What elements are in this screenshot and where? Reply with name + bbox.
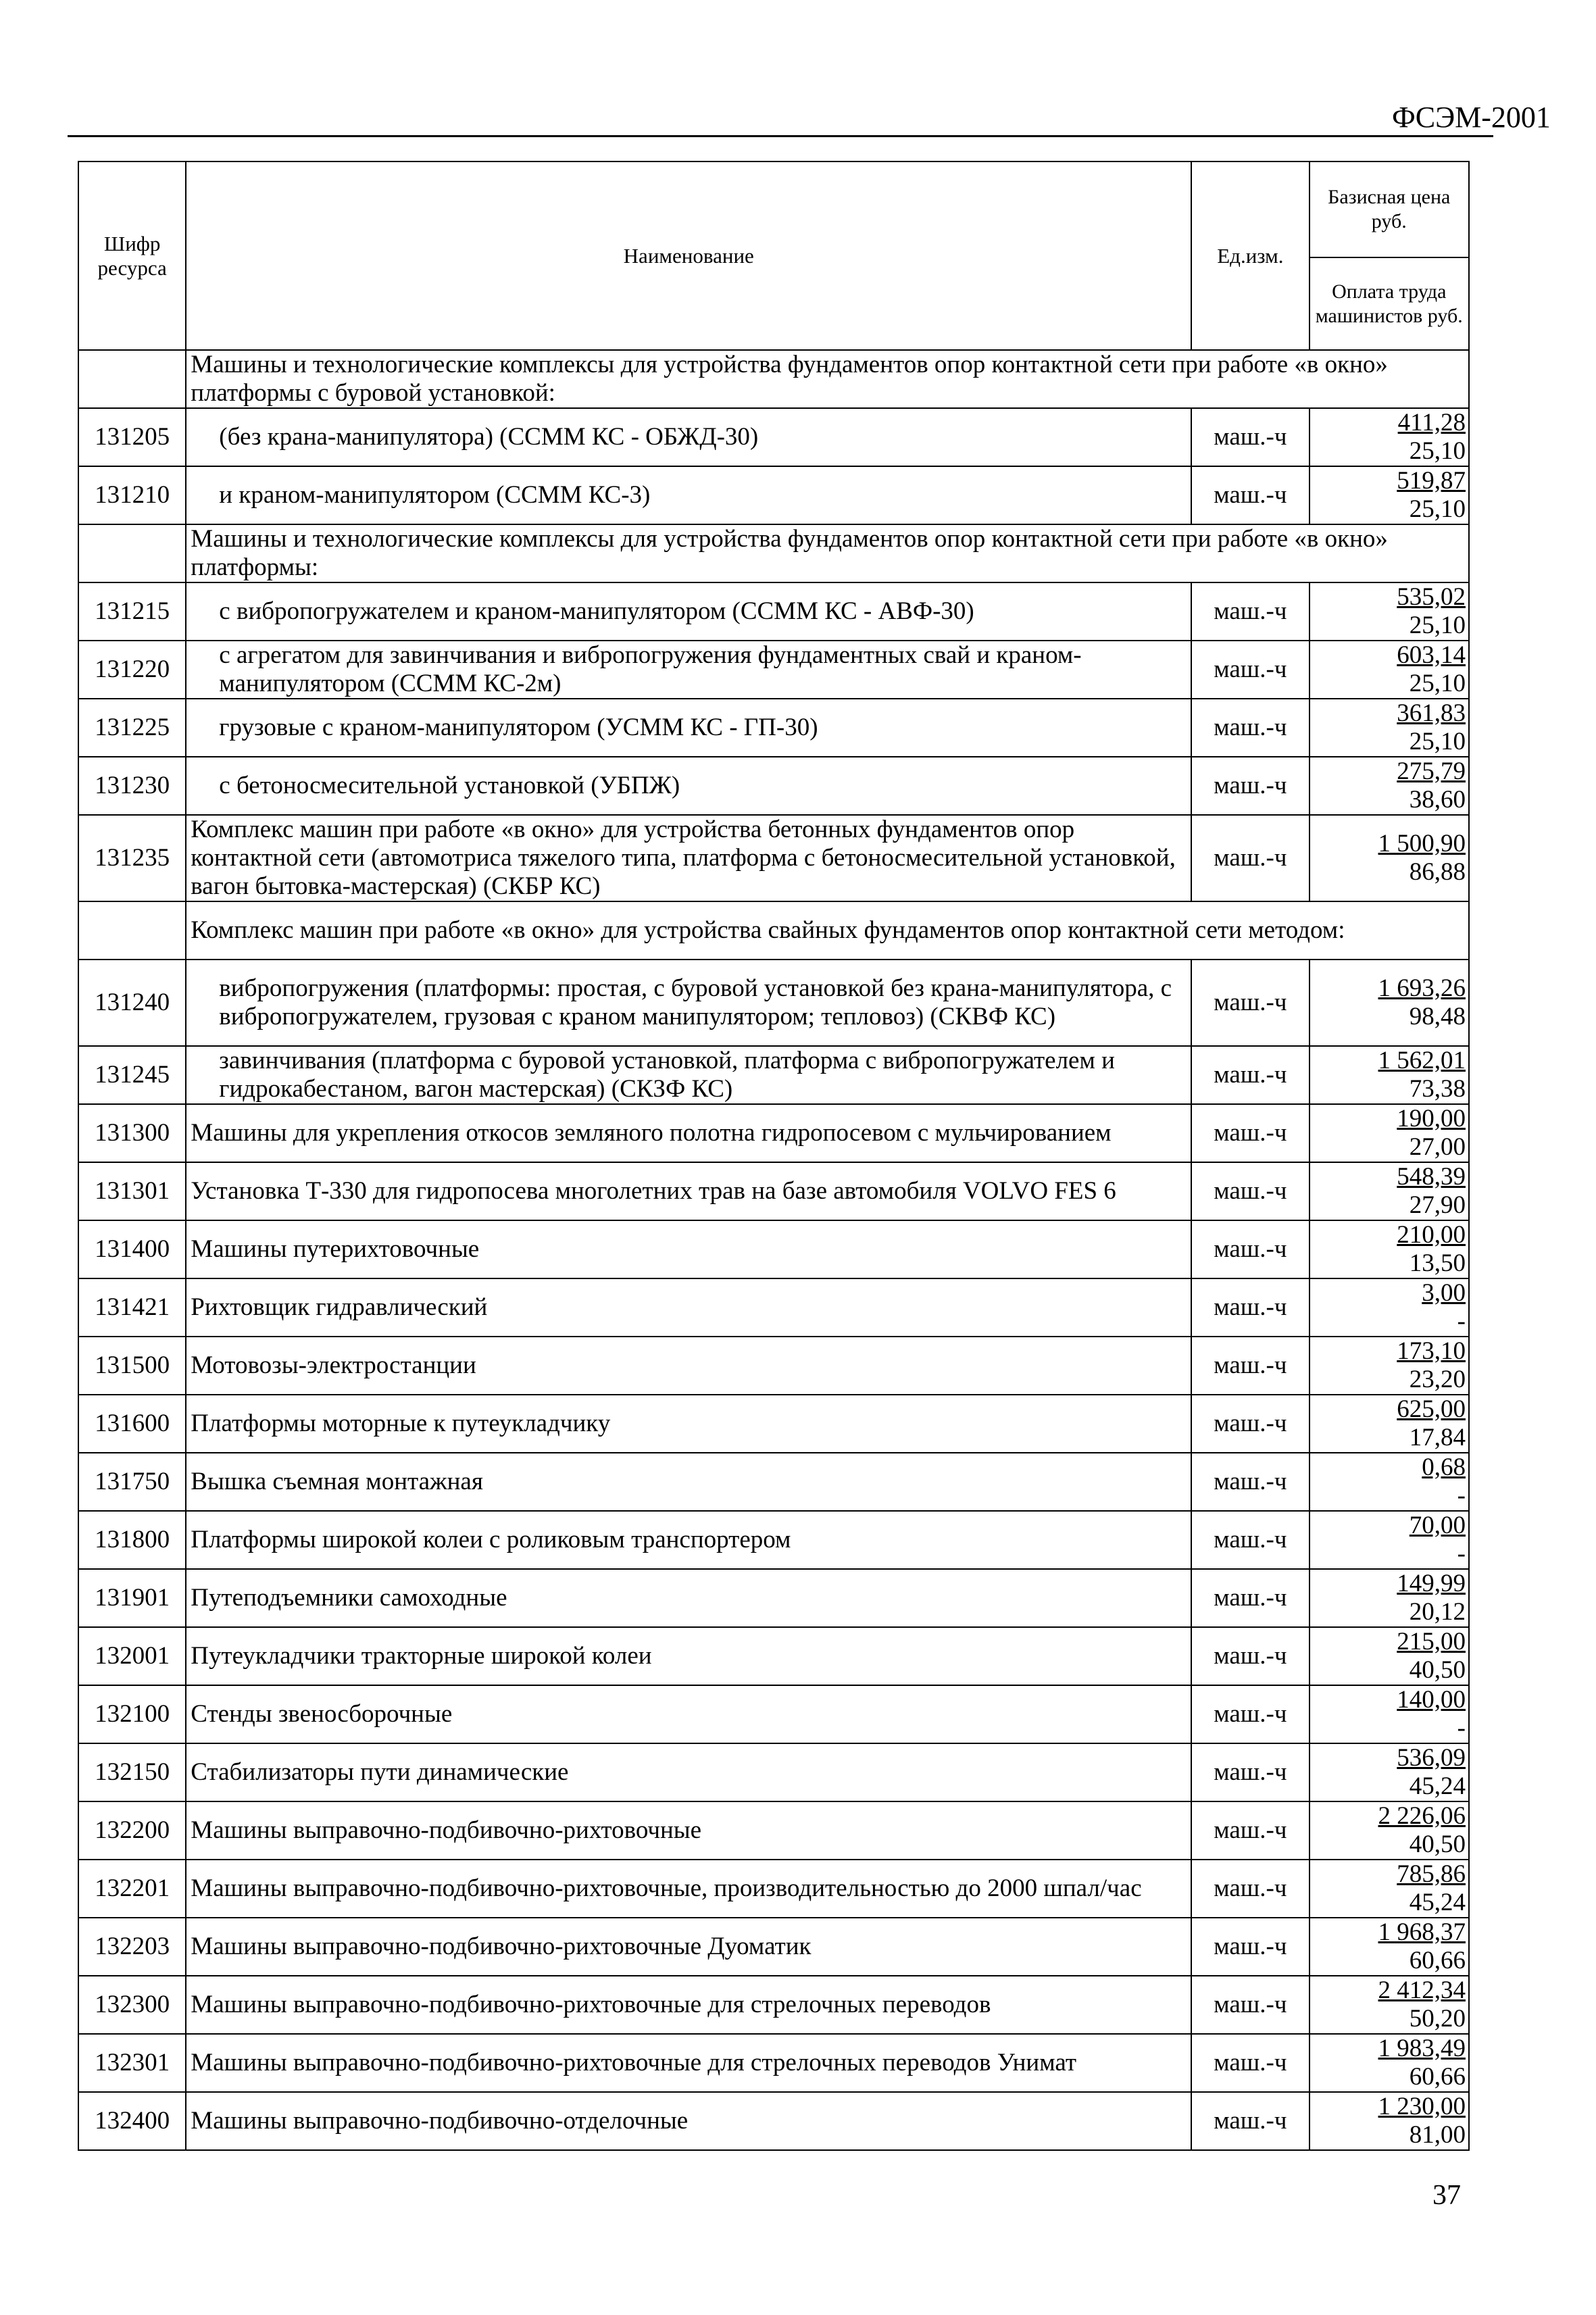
resource-name: с агрегатом для завинчивания и вибропогружения фундаментных свай и краном-манипулятором (ССММ КС-2м) [186, 641, 1191, 699]
table-row [78, 1918, 1469, 1976]
base-price: 210,00 [1397, 1221, 1466, 1249]
table-row [78, 1569, 1469, 1627]
resource-code: 131240 [78, 960, 186, 1046]
table-row [78, 1337, 1469, 1395]
table-row [78, 1860, 1469, 1918]
table-row [78, 757, 1469, 815]
price-cell [1310, 1278, 1469, 1337]
resource-code: 132203 [78, 1918, 186, 1976]
table-row [78, 1627, 1469, 1685]
price-cell [1310, 1918, 1469, 1976]
resource-name: с бетоносмесительной установкой (УБПЖ) [186, 757, 1191, 815]
base-price: 2 226,06 [1378, 1802, 1466, 1831]
operator-pay: 86,88 [1409, 858, 1466, 886]
header-price: Базисная цена руб. [1310, 161, 1469, 257]
unit: маш.-ч [1191, 1395, 1309, 1453]
operator-pay: 20,12 [1409, 1598, 1466, 1626]
base-price: 361,83 [1397, 699, 1466, 728]
price-cell [1310, 2034, 1469, 2092]
price-cell [1310, 757, 1469, 815]
operator-pay: 25,10 [1409, 612, 1466, 639]
operator-pay: - [1457, 1482, 1466, 1510]
table-row [78, 1743, 1469, 1801]
base-price: 1 500,90 [1378, 830, 1466, 858]
base-price: 536,09 [1397, 1744, 1466, 1772]
section-row [78, 901, 1469, 960]
operator-pay: 27,90 [1409, 1191, 1466, 1219]
price-cell [1310, 1976, 1469, 2034]
resource-name: Машины выправочно-подбивочно-рихтовочные [186, 1801, 1191, 1860]
resource-code: 131230 [78, 757, 186, 815]
resource-name: Стабилизаторы пути динамические [186, 1743, 1191, 1801]
section-title: Машины и технологические комплексы для устройства фундаментов опор контактной сети при работе «в окно» платформы: [186, 524, 1469, 582]
operator-pay: 60,66 [1409, 2063, 1466, 2091]
price-cell [1310, 1453, 1469, 1511]
table-row [78, 1220, 1469, 1278]
price-cell [1310, 1511, 1469, 1569]
resource-code: 131800 [78, 1511, 186, 1569]
unit: маш.-ч [1191, 815, 1309, 901]
price-cell [1310, 582, 1469, 641]
table-row [78, 1046, 1469, 1104]
resource-name: (без крана-манипулятора) (ССММ КС - ОБЖД-30) [186, 408, 1191, 466]
table-row [78, 1104, 1469, 1162]
table-row [78, 2092, 1469, 2150]
base-price: 3,00 [1422, 1279, 1466, 1308]
table-row [78, 1162, 1469, 1220]
resource-code: 131300 [78, 1104, 186, 1162]
resource-name: Машины для укрепления откосов земляного полотна гидропосевом с мульчированием [186, 1104, 1191, 1162]
table-row [78, 582, 1469, 641]
section-row [78, 350, 1469, 408]
operator-pay: 17,84 [1409, 1424, 1466, 1451]
section-code-cell [78, 350, 186, 408]
page-number: 37 [1432, 2180, 1461, 2211]
resource-code: 131205 [78, 408, 186, 466]
unit: маш.-ч [1191, 408, 1309, 466]
operator-pay: 45,24 [1409, 1889, 1466, 1916]
resource-code: 132001 [78, 1627, 186, 1685]
operator-pay: 25,10 [1409, 495, 1466, 523]
unit: маш.-ч [1191, 1976, 1309, 2034]
resource-code: 131750 [78, 1453, 186, 1511]
resource-code: 131901 [78, 1569, 186, 1627]
table-row [78, 815, 1469, 901]
base-price: 275,79 [1397, 757, 1466, 786]
resource-name: с вибропогружателем и краном-манипулятором (ССММ КС - АВФ-30) [186, 582, 1191, 641]
unit: маш.-ч [1191, 699, 1309, 757]
base-price: 1 968,37 [1378, 1918, 1466, 1947]
price-cell [1310, 1860, 1469, 1918]
price-cell [1310, 1104, 1469, 1162]
resource-name: Путеукладчики тракторные широкой колеи [186, 1627, 1191, 1685]
table-row [78, 2034, 1469, 2092]
operator-pay: 25,10 [1409, 437, 1466, 465]
base-price: 1 983,49 [1378, 2035, 1466, 2063]
base-price: 70,00 [1409, 1512, 1466, 1540]
base-price: 2 412,34 [1378, 1976, 1466, 2005]
price-cell [1310, 1801, 1469, 1860]
resource-code: 132300 [78, 1976, 186, 2034]
unit: маш.-ч [1191, 1278, 1309, 1337]
price-cell [1310, 1046, 1469, 1104]
resource-code: 131210 [78, 466, 186, 524]
operator-pay: - [1457, 1308, 1466, 1335]
unit: маш.-ч [1191, 1511, 1309, 1569]
base-price: 548,39 [1397, 1163, 1466, 1191]
resource-code: 132301 [78, 2034, 186, 2092]
section-title: Машины и технологические комплексы для устройства фундаментов опор контактной сети при работе «в окно» платформы с буровой установкой: [186, 350, 1469, 408]
table-row [78, 1453, 1469, 1511]
resource-name: Машины путерихтовочные [186, 1220, 1191, 1278]
operator-pay: 40,50 [1409, 1656, 1466, 1684]
unit: маш.-ч [1191, 1569, 1309, 1627]
unit: маш.-ч [1191, 1860, 1309, 1918]
operator-pay: 27,00 [1409, 1133, 1466, 1161]
base-price: 1 693,26 [1378, 974, 1466, 1003]
section-title: Комплекс машин при работе «в окно» для устройства свайных фундаментов опор контактной сети методом: [186, 901, 1469, 960]
base-price: 173,10 [1397, 1337, 1466, 1366]
price-cell [1310, 1395, 1469, 1453]
price-cell [1310, 1220, 1469, 1278]
resource-name: Машины выправочно-подбивочно-рихтовочные Дуоматик [186, 1918, 1191, 1976]
operator-pay: 81,00 [1409, 2121, 1466, 2149]
base-price: 1 230,00 [1378, 2093, 1466, 2121]
resource-code: 131235 [78, 815, 186, 901]
resource-code: 131500 [78, 1337, 186, 1395]
unit: маш.-ч [1191, 1104, 1309, 1162]
resource-code: 131215 [78, 582, 186, 641]
header-name: Наименование [186, 161, 1191, 350]
resource-name: Машины выправочно-подбивочно-рихтовочные, производительностью до 2000 шпал/час [186, 1860, 1191, 1918]
operator-pay: 45,24 [1409, 1772, 1466, 1800]
resource-code: 131400 [78, 1220, 186, 1278]
unit: маш.-ч [1191, 1220, 1309, 1278]
header-unit: Ед.изм. [1191, 161, 1309, 350]
unit: маш.-ч [1191, 582, 1309, 641]
resource-name: завинчивания (платформа с буровой установкой, платформа с вибропогружателем и гидрокабестаном, вагон мастерская) (СКЗФ КС) [186, 1046, 1191, 1104]
price-cell [1310, 1337, 1469, 1395]
price-cell [1310, 1685, 1469, 1743]
unit: маш.-ч [1191, 1337, 1309, 1395]
operator-pay: - [1457, 1714, 1466, 1742]
unit: маш.-ч [1191, 757, 1309, 815]
operator-pay: 40,50 [1409, 1831, 1466, 1858]
table-row [78, 1278, 1469, 1337]
unit: маш.-ч [1191, 1743, 1309, 1801]
unit: маш.-ч [1191, 641, 1309, 699]
resource-name: Машины выправочно-подбивочно-отделочные [186, 2092, 1191, 2150]
base-price: 519,87 [1397, 467, 1466, 495]
resource-code: 131220 [78, 641, 186, 699]
operator-pay: 25,10 [1409, 670, 1466, 697]
unit: маш.-ч [1191, 1162, 1309, 1220]
price-cell [1310, 1569, 1469, 1627]
base-price: 785,86 [1397, 1860, 1466, 1889]
resource-name: Платформы моторные к путеукладчику [186, 1395, 1191, 1453]
table-row [78, 1976, 1469, 2034]
base-price: 603,14 [1397, 641, 1466, 670]
price-cell [1310, 2092, 1469, 2150]
operator-pay: 25,10 [1409, 728, 1466, 755]
resource-name: Машины выправочно-подбивочно-рихтовочные для стрелочных переводов [186, 1976, 1191, 2034]
base-price: 140,00 [1397, 1686, 1466, 1714]
table-row [78, 699, 1469, 757]
header-rule [68, 135, 1493, 137]
price-cell [1310, 641, 1469, 699]
resource-code: 132200 [78, 1801, 186, 1860]
unit: маш.-ч [1191, 2092, 1309, 2150]
resource-name: Вышка съемная монтажная [186, 1453, 1191, 1511]
price-cell [1310, 1743, 1469, 1801]
base-price: 215,00 [1397, 1628, 1466, 1656]
price-cell [1310, 1162, 1469, 1220]
unit: маш.-ч [1191, 1453, 1309, 1511]
price-cell [1310, 699, 1469, 757]
section-code-cell [78, 524, 186, 582]
resource-name: Мотовозы-электростанции [186, 1337, 1191, 1395]
resource-code: 131225 [78, 699, 186, 757]
unit: маш.-ч [1191, 1801, 1309, 1860]
header-pay: Оплата труда машинистов руб. [1310, 257, 1469, 350]
resource-code: 132400 [78, 2092, 186, 2150]
table-row [78, 1685, 1469, 1743]
base-price: 1 562,01 [1378, 1047, 1466, 1075]
unit: маш.-ч [1191, 1918, 1309, 1976]
resource-code: 131421 [78, 1278, 186, 1337]
resource-code: 132150 [78, 1743, 186, 1801]
table-row [78, 641, 1469, 699]
resource-name: Рихтовщик гидравлический [186, 1278, 1191, 1337]
resource-name: Установка Т-330 для гидропосева многолетних трав на базе автомобиля VOLVO FES 6 [186, 1162, 1191, 1220]
unit: маш.-ч [1191, 960, 1309, 1046]
unit: маш.-ч [1191, 466, 1309, 524]
operator-pay: 38,60 [1409, 786, 1466, 814]
table-row [78, 960, 1469, 1046]
table-row [78, 466, 1469, 524]
document-code: ФСЭМ-2001 [1392, 101, 1551, 134]
resource-table [78, 161, 1470, 2151]
resource-code: 132201 [78, 1860, 186, 1918]
resource-name: Путеподъемники самоходные [186, 1569, 1191, 1627]
table-row [78, 1395, 1469, 1453]
table-row [78, 1511, 1469, 1569]
price-cell [1310, 815, 1469, 901]
operator-pay: 13,50 [1409, 1249, 1466, 1277]
table-row [78, 408, 1469, 466]
price-cell [1310, 960, 1469, 1046]
operator-pay: 60,66 [1409, 1947, 1466, 1974]
operator-pay: 50,20 [1409, 2005, 1466, 2033]
header-code: Шифр ресурса [78, 161, 186, 350]
resource-name: Платформы широкой колеи с роликовым транспортером [186, 1511, 1191, 1569]
price-cell [1310, 1627, 1469, 1685]
base-price: 625,00 [1397, 1395, 1466, 1424]
resource-code: 131600 [78, 1395, 186, 1453]
resource-name: Комплекс машин при работе «в окно» для устройства бетонных фундаментов опор контактной сети (автомотриса тяжелого типа, платформа с бетоносмесительной установкой, вагон бытовка-мастерская) (СКБР КС) [186, 815, 1191, 901]
operator-pay: - [1457, 1540, 1466, 1568]
section-row [78, 524, 1469, 582]
price-cell [1310, 408, 1469, 466]
resource-name: вибропогружения (платформы: простая, с буровой установкой без крана-манипулятора, с вибропогружателем, грузовая с краном манипулятором; тепловоз) (СКВФ КС) [186, 960, 1191, 1046]
table-row [78, 1801, 1469, 1860]
base-price: 535,02 [1397, 583, 1466, 612]
resource-name: грузовые с краном-манипулятором (УСММ КС - ГП-30) [186, 699, 1191, 757]
operator-pay: 23,20 [1409, 1366, 1466, 1393]
unit: маш.-ч [1191, 1627, 1309, 1685]
resource-code: 131245 [78, 1046, 186, 1104]
unit: маш.-ч [1191, 1046, 1309, 1104]
base-price: 0,68 [1422, 1453, 1466, 1482]
resource-name: Машины выправочно-подбивочно-рихтовочные для стрелочных переводов Унимат [186, 2034, 1191, 2092]
price-cell [1310, 466, 1469, 524]
resource-name: и краном-манипулятором (ССММ КС-3) [186, 466, 1191, 524]
resource-name: Стенды звеносборочные [186, 1685, 1191, 1743]
resource-code: 132100 [78, 1685, 186, 1743]
unit: маш.-ч [1191, 2034, 1309, 2092]
operator-pay: 73,38 [1409, 1075, 1466, 1103]
resource-code: 131301 [78, 1162, 186, 1220]
base-price: 149,99 [1397, 1570, 1466, 1598]
base-price: 411,28 [1397, 409, 1466, 437]
section-code-cell [78, 901, 186, 960]
base-price: 190,00 [1397, 1105, 1466, 1133]
unit: маш.-ч [1191, 1685, 1309, 1743]
operator-pay: 98,48 [1409, 1003, 1466, 1030]
